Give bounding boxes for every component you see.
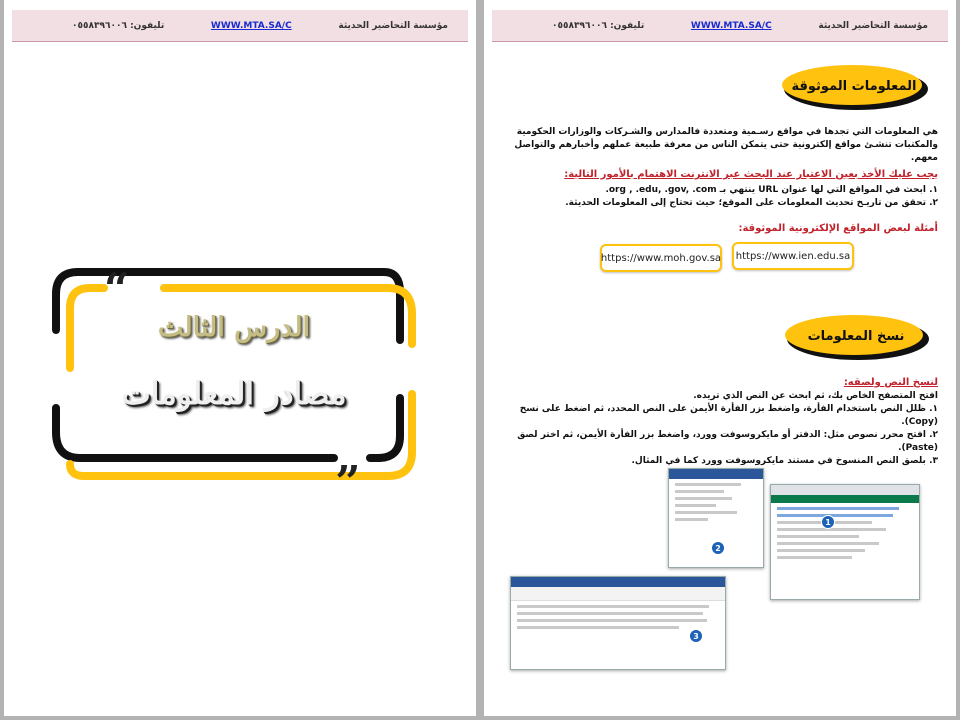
notepad-screenshot: [668, 468, 764, 568]
list-item: ٢. تحقق من تاريـخ تحديث المعلومات على الموقع؛ حيث تحتاج إلى المعلومات الحديثة.: [565, 198, 938, 208]
header-phone: تليفون: ٠٥٥٨٣٩٦٠٠٦: [552, 20, 645, 31]
header-website-link[interactable]: WWW.MTA.SA/C: [210, 20, 292, 31]
step-number-badge: 1: [821, 515, 835, 529]
search-tips-list: [506, 184, 938, 210]
copy-paste-heading: لنسخ النص ولصقه:: [843, 377, 938, 388]
header-phone: تليفون: ٠٥٥٨٣٩٦٠٠٦: [72, 20, 165, 31]
reliable-intro-text: هي المعلومات التي تجدها في مواقع رسـمية ومتعددة فالمدارس والشـركات والوزارات الحكومية والمكتبات تنشـئ مواقع إلكترونية حتى يتمكن الناس من معرفة طبيعة عملهم وأخبارهم والتواصل معهم.: [514, 127, 938, 163]
browser-screenshot: [770, 484, 920, 600]
section-badge-copy: [782, 312, 930, 362]
cover-frame-shape: [44, 264, 424, 483]
header-org-name: مؤسسة التحاضير الحديثة: [338, 20, 448, 31]
step-number-badge: 3: [689, 629, 703, 643]
content-page: [484, 0, 956, 716]
list-item: ١. ظلل النص باستخدام الفأرة، واضغط بزر الفأرة الأيمن على النص المحدد، ثم اضغط على نسخ (Copy).: [519, 404, 938, 427]
list-item: ٢. افتح محرر نصوص مثل: الدفتر أو مايكروسوفت وورد، واضغط بزر الفأرة الأيمن، ثم اختر لصق (Paste).: [517, 430, 938, 453]
search-tips-heading: يجب عليك الأخذ بعين الاعتبار عند البحث عبر الانترنت الاهتمام بالأمور التالية:: [564, 169, 938, 180]
word-screenshot: [510, 576, 726, 670]
page-header: [12, 10, 468, 42]
step-number-badge: 2: [711, 541, 725, 555]
cover-page: [4, 0, 476, 716]
section-title-copy: نسخ المعلومات: [807, 328, 905, 344]
list-item: ١. ابحث في المواقع التي لها عنوان URL ينتهي بـ org , .edu, .gov, .com.: [605, 185, 938, 195]
header-org-name: مؤسسة التحاضير الحديثة: [818, 20, 928, 31]
lesson-cover-frame: [44, 264, 424, 483]
section-badge-reliable: [779, 62, 929, 112]
example-url-moh[interactable]: https://www.moh.gov.sa: [600, 244, 722, 272]
header-website-link[interactable]: WWW.MTA.SA/C: [690, 20, 772, 31]
list-item: ٣. بلصق النص المنسوخ في مستند مايكروسوفت وورد كما في المثال.: [631, 456, 938, 466]
close-quote-mark: „: [336, 432, 362, 483]
list-item: افتح المتصفح الخاص بك، ثم ابحث عن النص الذي تريده.: [693, 391, 938, 401]
lesson-title: الدرس الثالث: [157, 312, 311, 343]
lesson-subtitle: مصادر المعلومات: [121, 376, 347, 412]
examples-heading: أمثلة لبعض المواقع الإلكترونية الموثوقة:: [738, 223, 938, 234]
open-quote-mark: “: [104, 264, 130, 315]
page-header: [492, 10, 948, 42]
section-title-reliable: المعلومات الموثوقة: [791, 78, 917, 94]
example-url-ien[interactable]: https://www.ien.edu.sa: [732, 242, 854, 270]
copy-paste-steps: [506, 390, 938, 468]
